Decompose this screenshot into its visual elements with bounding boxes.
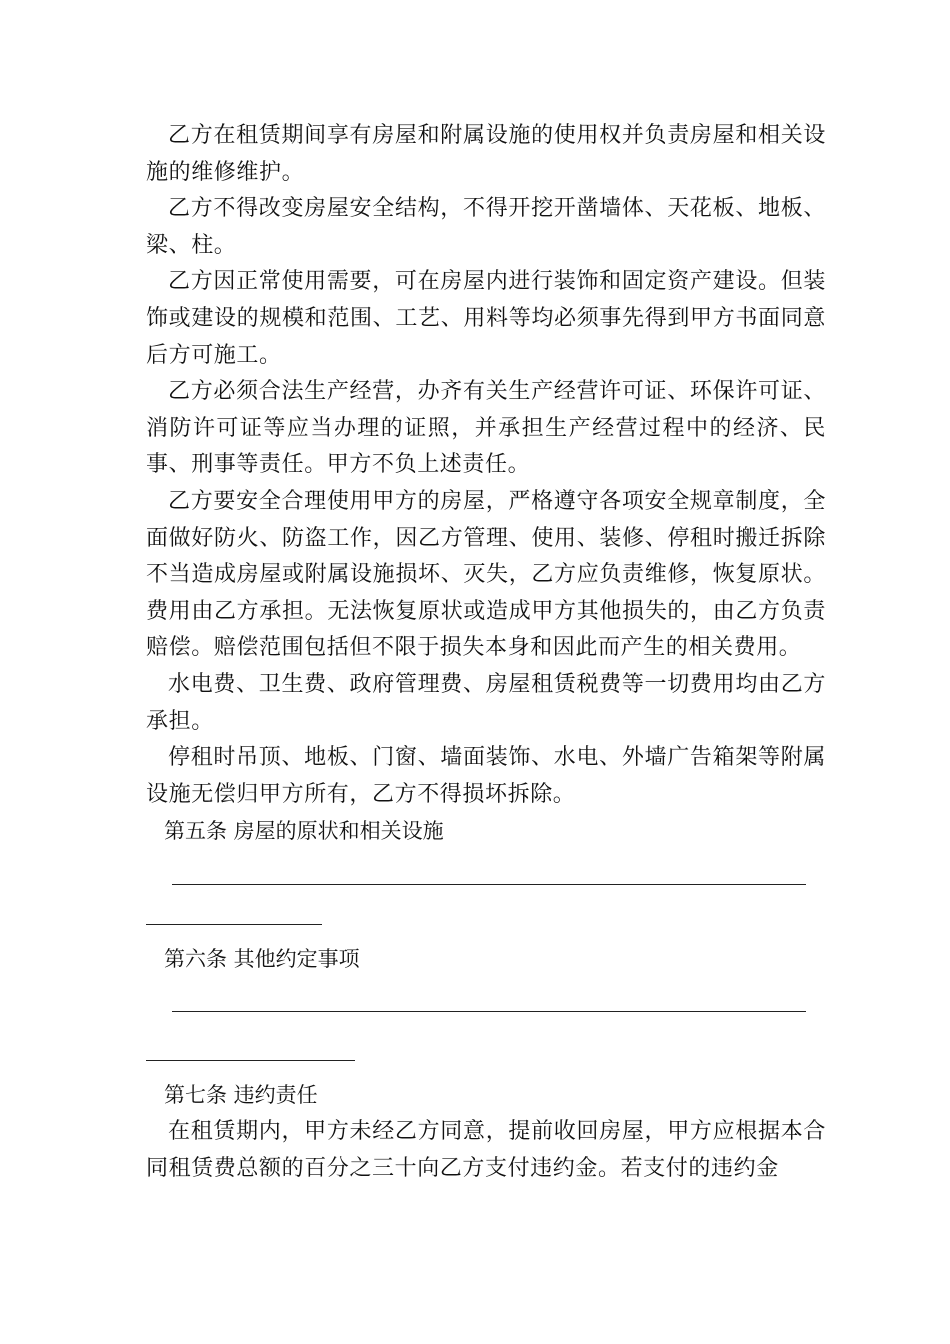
fill-line bbox=[146, 924, 322, 925]
paragraph-early-repossession: 在租赁期内，甲方未经乙方同意，提前收回房屋，甲方应根据本合同租赁费总额的百分之三十向乙方支付违约金。若支付的违约金 bbox=[146, 1119, 826, 1181]
paragraph-fees: 水电费、卫生费、政府管理费、房屋租赁税费等一切费用均由乙方承担。 bbox=[146, 671, 826, 734]
article-5-heading: 第五条 房屋的原状和相关设施 bbox=[164, 819, 444, 844]
paragraph-facility-maintenance: 乙方在租赁期间享有房屋和附属设施的使用权并负责房屋和相关设施的维修维护。 bbox=[146, 123, 826, 185]
paragraph-structure-safety: 乙方不得改变房屋安全结构，不得开挖开凿墙体、天花板、地板、梁、柱。 bbox=[146, 196, 826, 258]
paragraph-safe-use: 乙方要安全合理使用甲方的房屋，严格遵守各项安全规章制度，全面做好防火、防盗工作，因乙方管理、使用、装修、停租时搬迁拆除不当造成房屋或附属设施损坏、灭失，乙方应负责维修，恢复原状。费用由乙方承担。无法恢复原状或造成甲方其他损失的，由乙方负责赔偿。赔偿范围包括但不限于损失本身和因此而产生的相关费用。 bbox=[146, 488, 826, 661]
fill-line bbox=[146, 1060, 355, 1061]
article-6-fill-blank bbox=[146, 977, 826, 1077]
paragraph-legal-operation: 乙方必须合法生产经营，办齐有关生产经营许可证、环保许可证、消防许可证等应当办理的证照，并承担生产经营过程中的经济、民事、刑事等责任。甲方不负上述责任。 bbox=[146, 379, 826, 478]
paragraph-decoration-approval: 乙方因正常使用需要，可在房屋内进行装饰和固定资产建设。但装饰或建设的规模和范围、工艺、用料等均必须事先得到甲方书面同意后方可施工。 bbox=[146, 269, 826, 368]
article-5-fill-blank bbox=[146, 850, 826, 941]
article-6-heading: 第六条 其他约定事项 bbox=[164, 946, 360, 971]
fill-line bbox=[172, 884, 806, 885]
fill-line bbox=[172, 1011, 806, 1012]
document-body bbox=[146, 118, 826, 1187]
article-7-heading: 第七条 违约责任 bbox=[164, 1083, 318, 1108]
paragraph-fixtures-ownership: 停租时吊顶、地板、门窗、墙面装饰、水电、外墙广告箱架等附属设施无偿归甲方所有，乙方不得损坏拆除。 bbox=[146, 745, 826, 807]
